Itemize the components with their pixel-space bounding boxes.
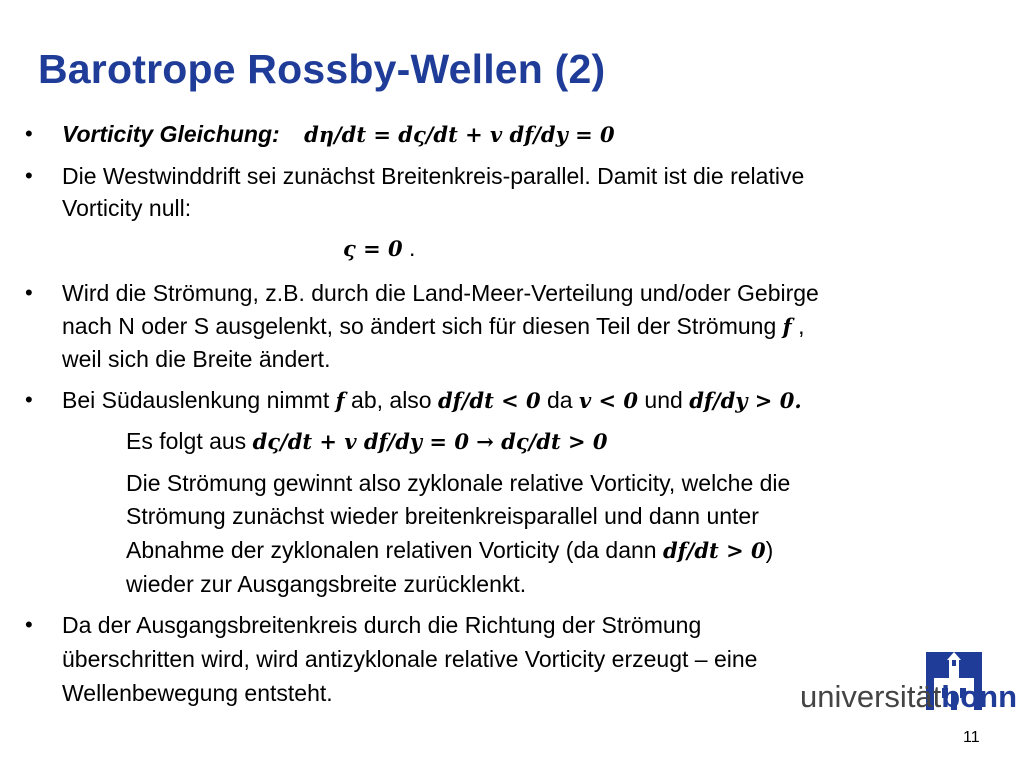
vorticity-equation-part-b: df/dy = 0 bbox=[502, 122, 615, 147]
df-dt-symbol: df/dt bbox=[438, 388, 494, 413]
vorticity-equation-label: Vorticity Gleichung: bbox=[62, 121, 280, 147]
deflection-line-2-text: nach N oder S ausgelenkt, so ändert sich für diesen Teil der Strömung bbox=[62, 313, 783, 339]
less-than-symbol: < bbox=[493, 388, 526, 413]
logo-text-bonn: bonn bbox=[941, 679, 1018, 714]
westwind-line-2: Vorticity null: bbox=[62, 195, 192, 221]
zero-symbol: 0 bbox=[526, 388, 541, 413]
greater-than-symbol: > bbox=[747, 388, 780, 413]
vorticity-equation-v: v bbox=[490, 122, 503, 147]
westwind-line-1: Die Westwinddrift sei zunächst Breitenkreis-parallel. Damit ist die relative bbox=[62, 163, 805, 189]
vorticity-equation-part-a: dη/dt = dς/dt + bbox=[304, 122, 491, 147]
follows-from-equation: dς/dt + v df/dy = 0 → dς/dt bbox=[252, 429, 561, 454]
deflection-line-2 bbox=[62, 313, 804, 340]
university-logo-text bbox=[800, 680, 1017, 714]
bullet-marker: • bbox=[25, 280, 33, 305]
bullet-marker: • bbox=[25, 387, 33, 412]
bullet-vorticity-equation bbox=[62, 121, 615, 148]
bullet-marker: • bbox=[25, 612, 33, 637]
df-dt-symbol: df/dt bbox=[662, 538, 719, 563]
deflection-line-2-end: , bbox=[791, 313, 805, 339]
v-symbol: v bbox=[579, 388, 592, 413]
cyclonic-paragraph-line-1: Die Strömung gewinnt also zyklonale relative Vorticity, welche die bbox=[126, 470, 791, 496]
f-symbol: f bbox=[335, 388, 345, 413]
deflection-line-1: Wird die Strömung, z.B. durch die Land-Meer-Verteilung und/oder Gebirge bbox=[62, 280, 819, 306]
south-deflection-text-3: da bbox=[540, 387, 579, 413]
bullet-marker: • bbox=[25, 163, 33, 188]
closing-paren: ) bbox=[765, 537, 774, 563]
south-deflection-text-4: und bbox=[638, 387, 690, 413]
zeta-zero-formula: ς = 0 bbox=[343, 236, 403, 261]
page-number: 11 bbox=[963, 729, 980, 746]
follows-from-line bbox=[126, 428, 608, 455]
zeta-zero-equation bbox=[343, 235, 415, 262]
latitude-line-3: Wellenbewegung entsteht. bbox=[62, 680, 333, 706]
zero-symbol: 0 bbox=[750, 538, 766, 563]
slide-title: Barotrope Rossby-Wellen (2) bbox=[38, 46, 606, 92]
south-deflection-text-2: ab, also bbox=[344, 387, 438, 413]
follows-from-text: Es folgt aus bbox=[126, 428, 253, 454]
cyclonic-paragraph-text: Abnahme der zyklonalen relativen Vorticity (da dann bbox=[126, 537, 663, 563]
logo-text-universitaet: universität bbox=[800, 679, 942, 714]
south-deflection-text-1: Bei Südauslenkung nimmt bbox=[62, 387, 336, 413]
greater-than-symbol: > bbox=[560, 429, 593, 454]
bullet-marker: • bbox=[25, 121, 33, 146]
latitude-line-2: überschritten wird, wird antizyklonale relative Vorticity erzeugt – eine bbox=[62, 646, 758, 672]
df-dy-symbol: df/dy bbox=[689, 388, 748, 413]
greater-than-symbol: > bbox=[718, 538, 751, 563]
less-than-symbol: < bbox=[591, 388, 624, 413]
zero-symbol: 0 bbox=[592, 429, 608, 454]
cyclonic-paragraph-line-4: wieder zur Ausgangsbreite zurücklenkt. bbox=[126, 571, 527, 597]
latitude-line-1: Da der Ausgangsbreitenkreis durch die Richtung der Strömung bbox=[62, 612, 702, 638]
south-deflection-line bbox=[62, 387, 802, 414]
cyclonic-paragraph-line-2: Strömung zunächst wieder breitenkreisparallel und dann unter bbox=[126, 503, 759, 529]
vorticity-equation bbox=[304, 122, 615, 147]
f-symbol: f bbox=[782, 314, 792, 339]
deflection-line-3: weil sich die Breite ändert. bbox=[62, 346, 331, 372]
zero-symbol: 0. bbox=[779, 388, 802, 413]
zeta-zero-period: . bbox=[402, 235, 416, 261]
university-logo bbox=[800, 646, 1018, 716]
zero-symbol: 0 bbox=[623, 388, 639, 413]
cyclonic-paragraph-line-3 bbox=[126, 537, 773, 564]
